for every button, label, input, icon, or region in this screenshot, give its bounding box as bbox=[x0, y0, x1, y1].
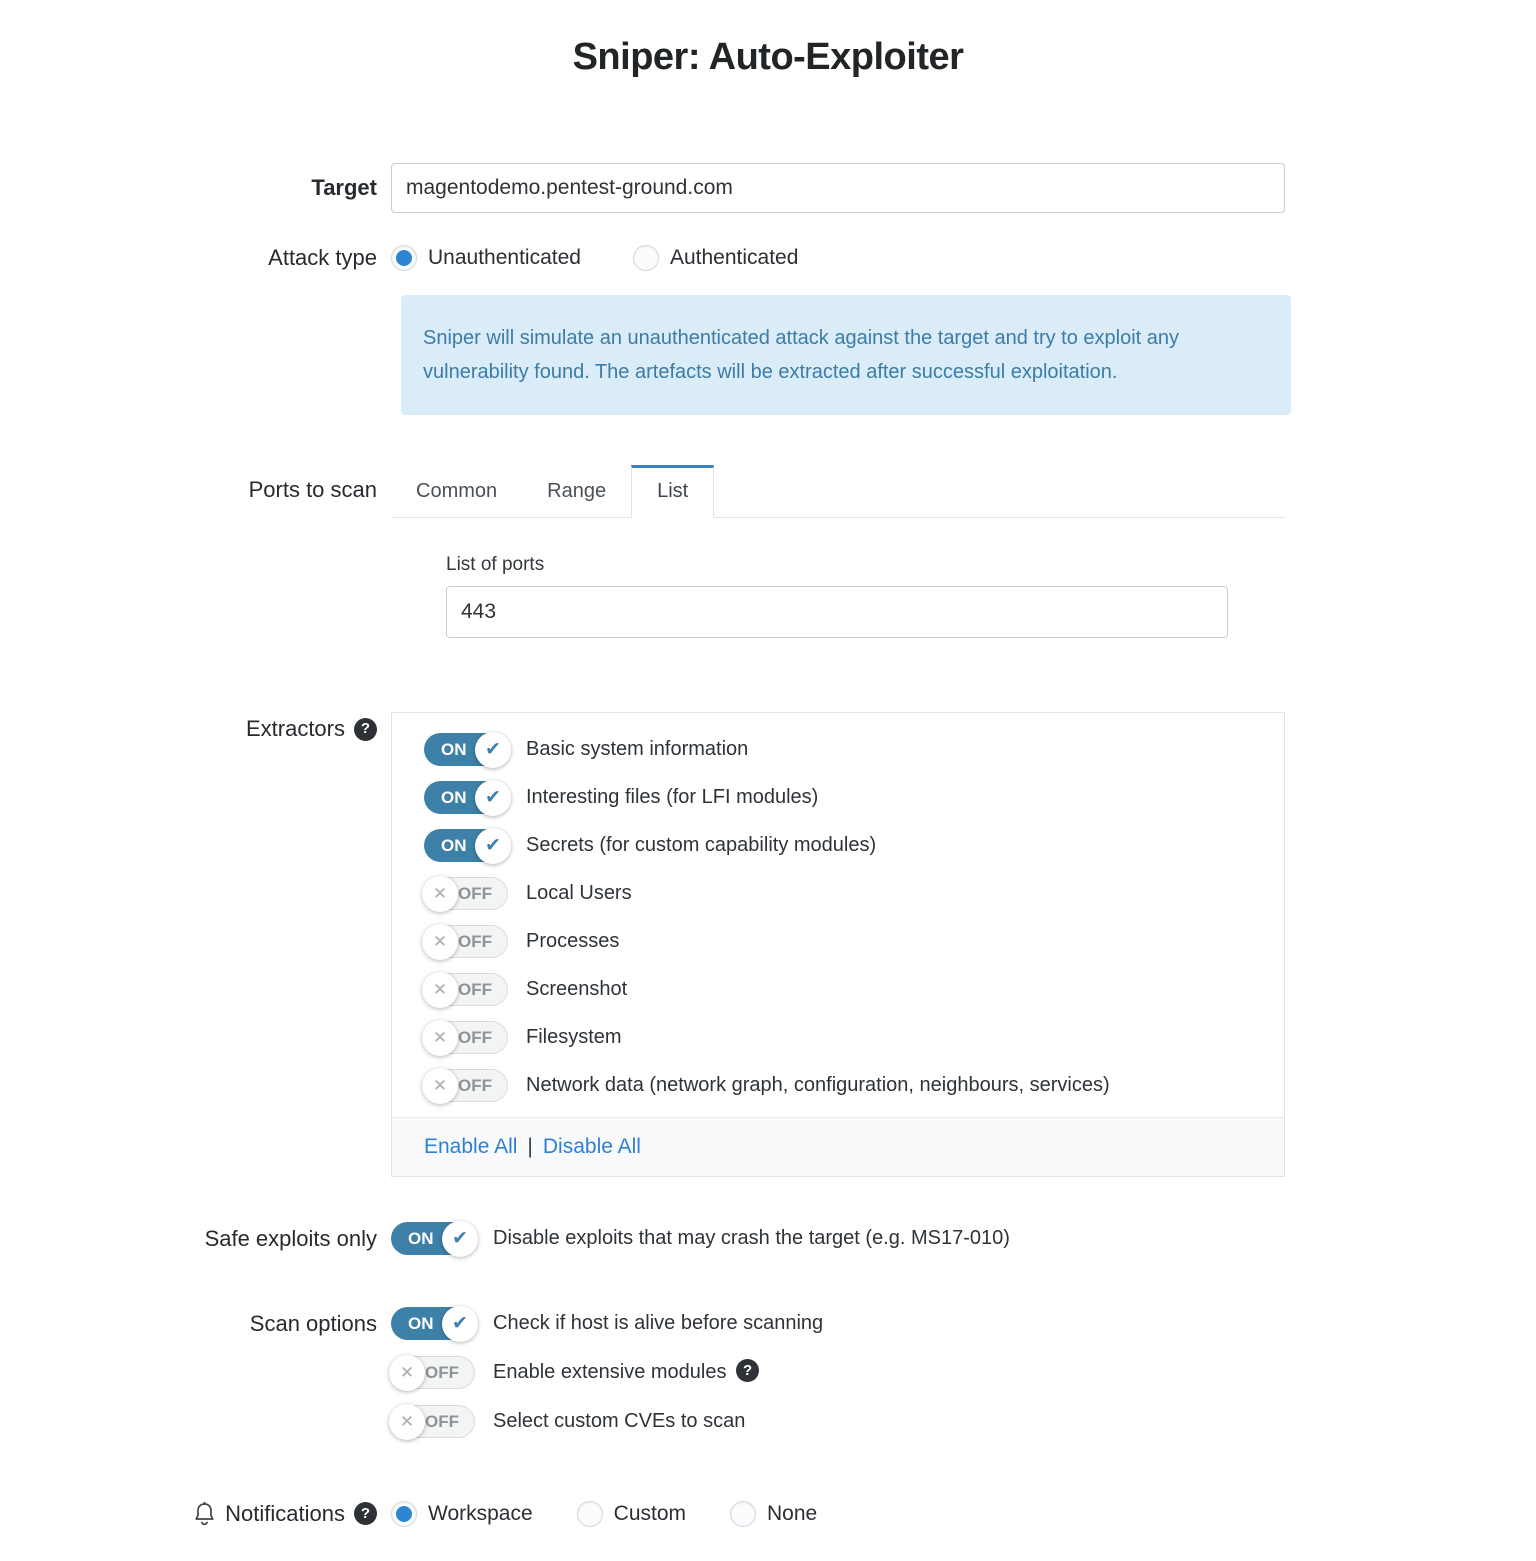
toggle-off[interactable]: OFF ✕ bbox=[391, 1405, 475, 1438]
bell-icon bbox=[193, 1500, 216, 1527]
tab-range[interactable]: Range bbox=[547, 480, 607, 502]
safe-exploits-label: Safe exploits only bbox=[204, 1225, 377, 1251]
toggle-on[interactable]: ON ✔ bbox=[391, 1307, 475, 1340]
toggle-off[interactable]: OFF ✕ bbox=[424, 1021, 508, 1054]
check-icon: ✔ bbox=[452, 1313, 468, 1334]
x-icon: ✕ bbox=[399, 1412, 415, 1431]
notifications-label: Notifications ? bbox=[193, 1500, 377, 1527]
scan-options-label: Scan options bbox=[249, 1311, 377, 1336]
help-icon[interactable]: ? bbox=[354, 718, 377, 741]
toggle-row bbox=[424, 1069, 1264, 1102]
extractors-panel bbox=[391, 712, 1285, 1177]
toggle-label: Filesystem bbox=[526, 1026, 622, 1048]
help-icon[interactable]: ? bbox=[354, 1502, 377, 1525]
x-icon: ✕ bbox=[432, 1028, 448, 1047]
radio-option-label: Custom bbox=[613, 1501, 687, 1525]
attack-type-row bbox=[0, 245, 1536, 271]
toggle-off[interactable]: OFF ✕ bbox=[391, 1356, 475, 1389]
radio-option-authenticated[interactable] bbox=[633, 245, 798, 271]
radio-selected-icon bbox=[391, 1501, 417, 1527]
radio-option-label: Authenticated bbox=[669, 246, 799, 269]
toggle-label: Check if host is alive before scanning bbox=[493, 1312, 824, 1334]
scan-options-list bbox=[391, 1307, 1285, 1438]
toggle-label: Local Users bbox=[526, 882, 632, 904]
safe-exploits-row bbox=[0, 1222, 1536, 1255]
disable-all-link[interactable]: Disable All bbox=[542, 1135, 641, 1158]
list-of-ports-label: List of ports bbox=[446, 554, 545, 575]
ports-to-scan-label: Ports to scan bbox=[248, 477, 377, 502]
x-icon: ✕ bbox=[432, 980, 448, 999]
toggle-label: Select custom CVEs to scan bbox=[493, 1410, 746, 1432]
extractors-list bbox=[392, 713, 1284, 1102]
toggle-row bbox=[391, 1222, 1285, 1255]
toggle-on[interactable]: ON ✔ bbox=[391, 1222, 475, 1255]
extractors-footer bbox=[392, 1117, 1284, 1176]
attack-info-box: Sniper will simulate an unauthenticated attack against the target and try to exploit any vulnerability found. The artefacts will be extracted after successful exploitation. bbox=[401, 295, 1291, 415]
extractors-row bbox=[0, 712, 1536, 1177]
check-icon: ✔ bbox=[485, 787, 501, 808]
notifications-radio-group bbox=[391, 1501, 1285, 1527]
toggle-label: Processes bbox=[526, 930, 620, 952]
x-icon: ✕ bbox=[399, 1363, 415, 1382]
toggle-row bbox=[424, 925, 1264, 958]
toggle-off[interactable]: OFF ✕ bbox=[424, 925, 508, 958]
toggle-row bbox=[424, 973, 1264, 1006]
notifications-row bbox=[0, 1500, 1536, 1527]
toggle-off[interactable]: OFF ✕ bbox=[424, 973, 508, 1006]
radio-option-label: None bbox=[767, 1501, 818, 1525]
toggle-row bbox=[424, 829, 1264, 862]
attack-type-radio-group bbox=[391, 245, 1285, 271]
target-input[interactable] bbox=[391, 163, 1285, 213]
toggle-row bbox=[424, 877, 1264, 910]
toggle-row bbox=[424, 1021, 1264, 1054]
ports-tabs bbox=[391, 465, 1285, 518]
radio-option-custom[interactable] bbox=[577, 1501, 686, 1527]
radio-option-none[interactable] bbox=[730, 1501, 817, 1527]
x-icon: ✕ bbox=[432, 884, 448, 903]
enable-all-link[interactable]: Enable All bbox=[424, 1135, 518, 1158]
check-icon: ✔ bbox=[485, 835, 501, 856]
link-separator: | bbox=[527, 1135, 533, 1158]
toggle-off[interactable]: OFF ✕ bbox=[424, 1069, 508, 1102]
toggle-label: Secrets (for custom capability modules) bbox=[526, 834, 877, 856]
toggle-label: Screenshot bbox=[526, 978, 628, 1000]
toggle-row bbox=[424, 733, 1264, 766]
toggle-on[interactable]: ON ✔ bbox=[424, 829, 508, 862]
ports-list-panel bbox=[446, 554, 1285, 638]
target-label: Target bbox=[311, 175, 377, 200]
tab-common[interactable]: Common bbox=[416, 480, 498, 502]
radio-option-unauthenticated[interactable] bbox=[391, 245, 581, 271]
list-of-ports-input[interactable] bbox=[446, 586, 1228, 638]
check-icon: ✔ bbox=[485, 739, 501, 760]
ports-to-scan-row bbox=[0, 465, 1536, 638]
radio-option-workspace[interactable] bbox=[391, 1501, 533, 1527]
toggle-on[interactable]: ON ✔ bbox=[424, 733, 508, 766]
toggle-on[interactable]: ON ✔ bbox=[424, 781, 508, 814]
help-icon[interactable]: ? bbox=[736, 1359, 759, 1382]
tab-list[interactable]: List bbox=[631, 465, 714, 518]
attack-type-label: Attack type bbox=[268, 245, 377, 270]
toggle-label: Interesting files (for LFI modules) bbox=[526, 786, 819, 808]
radio-option-label: Workspace bbox=[428, 1501, 533, 1525]
attack-info-row bbox=[0, 295, 1536, 415]
page-title: Sniper: Auto-Exploiter bbox=[572, 36, 964, 78]
toggle-row bbox=[391, 1307, 1285, 1340]
toggle-label: Network data (network graph, configuration, neighbours, services) bbox=[526, 1074, 1110, 1096]
x-icon: ✕ bbox=[432, 932, 448, 951]
toggle-row bbox=[391, 1405, 1285, 1438]
toggle-off[interactable]: OFF ✕ bbox=[424, 877, 508, 910]
radio-unselected-icon bbox=[730, 1501, 756, 1527]
radio-option-label: Unauthenticated bbox=[428, 246, 581, 269]
toggle-label: Basic system information bbox=[526, 738, 749, 760]
target-row bbox=[0, 163, 1536, 213]
toggle-label: Enable extensive modules ? bbox=[493, 1361, 759, 1384]
toggle-row bbox=[424, 781, 1264, 814]
radio-selected-icon bbox=[391, 245, 417, 271]
radio-unselected-icon bbox=[633, 245, 659, 271]
safe-exploits-toggle bbox=[391, 1222, 1285, 1255]
check-icon: ✔ bbox=[452, 1228, 468, 1249]
extractors-label: Extractors ? bbox=[246, 712, 377, 742]
toggle-row bbox=[391, 1356, 1285, 1389]
radio-unselected-icon bbox=[577, 1501, 603, 1527]
x-icon: ✕ bbox=[432, 1076, 448, 1095]
toggle-label: Disable exploits that may crash the target (e.g. MS17-010) bbox=[493, 1227, 1010, 1249]
scan-options-row bbox=[0, 1307, 1536, 1438]
